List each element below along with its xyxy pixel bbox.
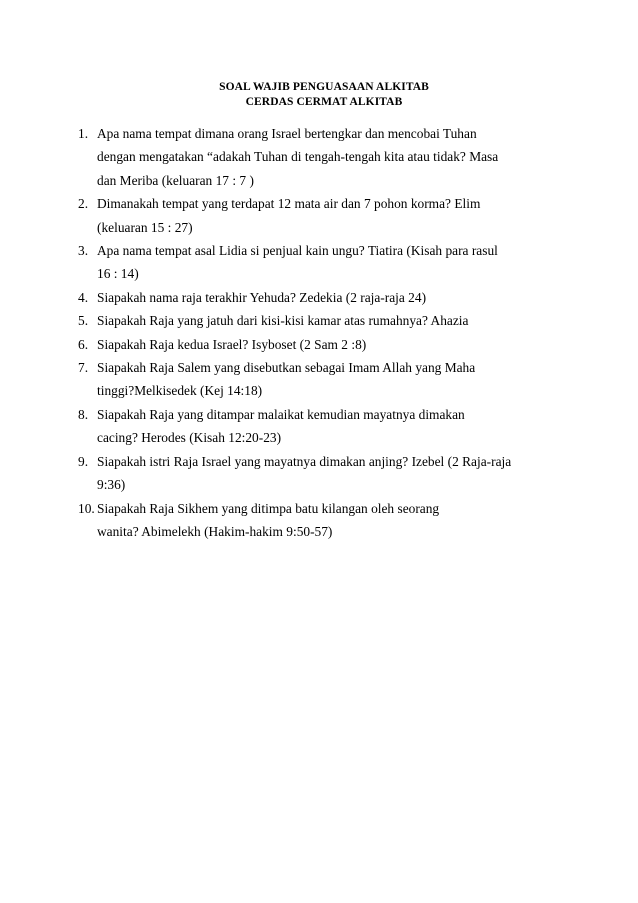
question-text-line: dengan mengatakan “adakah Tuhan di tengah-tengah kita atau tidak? Masa — [97, 149, 499, 165]
question-number: 7. — [78, 360, 89, 376]
document-title: SOAL WAJIB PENGUASAAN ALKITAB — [219, 81, 429, 93]
question-text-line: Siapakah Raja Sikhem yang ditimpa batu kilangan oleh seorang — [97, 500, 440, 516]
question-text-line: (keluaran 15 : 27) — [97, 219, 193, 235]
question-number: 1. — [78, 126, 89, 141]
question-text-line: Siapakah Raja kedua Israel? Isyboset (2 Sam 2 :8) — [97, 336, 367, 352]
question-number: 2. — [78, 196, 89, 212]
document-subtitle: CERDAS CERMAT ALKITAB — [245, 96, 403, 108]
question-text-line: Siapakah Raja yang ditampar malaikat kemudian mayatnya dimakan — [97, 406, 465, 422]
question-text-line: cacing? Herodes (Kisah 12:20-23) — [97, 430, 282, 446]
question-text-line: Siapakah nama raja terakhir Yehuda? Zedekia (2 raja-raja 24) — [97, 289, 427, 305]
question-item — [78, 497, 578, 544]
question-text-line: dan Meriba (keluaran 17 : 7 ) — [97, 172, 254, 188]
question-text-line: wanita? Abimelekh (Hakim-hakim 9:50-57) — [97, 523, 333, 539]
question-number: 4. — [78, 289, 89, 305]
question-item — [78, 239, 578, 286]
question-list — [78, 122, 578, 543]
question-number: 10. — [78, 500, 95, 516]
question-item — [78, 450, 578, 497]
question-number: 3. — [78, 243, 89, 259]
question-text-line: 9:36) — [97, 477, 126, 493]
question-number: 9. — [78, 453, 89, 469]
question-item — [78, 286, 578, 309]
question-item — [78, 122, 578, 192]
question-text-line: Dimanakah tempat yang terdapat 12 mata air dan 7 pohon korma? Elim — [97, 196, 481, 212]
question-text-line: Siapakah Raja Salem yang disebutkan sebagai Imam Allah yang Maha — [97, 360, 476, 376]
question-text-line: Apa nama tempat dimana orang Israel bertengkar dan mencobai Tuhan — [97, 126, 477, 141]
question-text-line: Siapakah istri Raja Israel yang mayatnya dimakan anjing? Izebel (2 Raja-raja — [97, 453, 512, 469]
question-item — [78, 192, 578, 239]
question-number: 5. — [78, 313, 89, 329]
question-number: 8. — [78, 406, 89, 422]
question-number: 6. — [78, 336, 89, 352]
question-text-line: tinggi?Melkisedek (Kej 14:18) — [97, 383, 263, 399]
question-item — [78, 356, 578, 403]
question-text-line: Apa nama tempat asal Lidia si penjual kain ungu? Tiatira (Kisah para rasul — [97, 243, 498, 259]
question-text-line: 16 : 14) — [97, 266, 139, 282]
question-item — [78, 309, 578, 332]
question-item — [78, 403, 578, 450]
question-item — [78, 333, 578, 356]
question-text-line: Siapakah Raja yang jatuh dari kisi-kisi kamar atas rumahnya? Ahazia — [97, 313, 469, 329]
title-block — [0, 80, 638, 110]
